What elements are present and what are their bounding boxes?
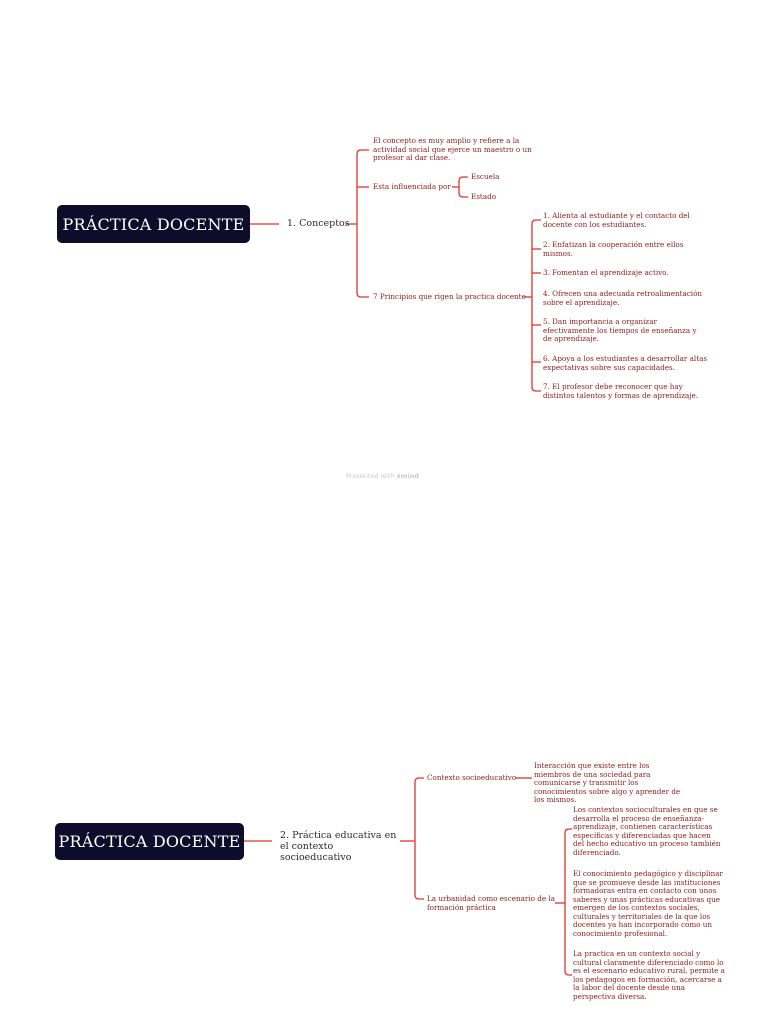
influence-topic[interactable]: Esta influenciada por xyxy=(373,182,451,191)
watermark xyxy=(346,472,419,480)
influence-item-estado[interactable]: Estado xyxy=(471,192,497,201)
principle-item-3[interactable]: 3. Fomentan el aprendizaje activo. xyxy=(543,268,669,277)
urbanity-topic[interactable]: La urbanidad como escenario de la formación práctica xyxy=(427,894,555,912)
principle-item-2[interactable]: 2. Enfatizan la cooperación entre ellos mismos. xyxy=(543,240,684,258)
watermark-brand: xmind xyxy=(396,472,419,480)
root-topic[interactable]: PRÁCTICA DOCENTE xyxy=(57,205,250,243)
main-topic-conceptos[interactable]: 1. Conceptos xyxy=(287,218,350,229)
concept-definition[interactable]: El concepto es muy amplio y refiere a la actividad social que ejerce un maestro o un profesor al dar clase. xyxy=(373,136,532,162)
context-definition[interactable]: Interacción que existe entre los miembros de una sociedad para comunicarse y transmitir los conocimientos sobre algo y aprender de los mismos. xyxy=(534,761,681,804)
principle-item-4[interactable]: 4. Ofrecen una adecuada retroalimentación sobre el aprendizaje. xyxy=(543,289,703,307)
urbanity-item-1[interactable]: Los contextos socioculturales en que se desarrolla el proceso de enseñanza-aprendizaje, contienen características específicas y diferenciadas que hacen del hecho educativo un proceso también diferenciado. xyxy=(573,805,721,857)
principle-item-1[interactable]: 1. Alienta al estudiante y el contacto del docente con los estudiantes. xyxy=(543,211,690,229)
urbanity-item-2[interactable]: El conocimiento pedagógico y disciplinar que se promueve desde las instituciones formadoras entra en contacto con unos saberes y unas prácticas educativas que emergen de los contextos sociales, culturales y territoriales de la que los docentes ya han incorporado como un conocimiento profesional. xyxy=(573,869,723,938)
main-topic-practica-educativa[interactable]: 2. Práctica educativa en el contexto socioeducativo xyxy=(280,830,397,863)
influence-item-escuela[interactable]: Escuela xyxy=(471,172,500,181)
urbanity-item-3[interactable]: La practica en un contexto social y cultural claramente diferenciado como lo es el escenario educativo rural, permite a los pedagogos en formación, acercarse a la labor del docente desde una perspectiva diversa. xyxy=(573,949,725,1001)
watermark-prefix: Presented with xyxy=(346,472,395,480)
principle-item-7[interactable]: 7. El profesor debe reconocer que hay distintos talentos y formas de aprendizaje. xyxy=(543,382,699,400)
context-topic[interactable]: Contexto socioeducativo xyxy=(427,773,517,782)
root-topic-2[interactable]: PRÁCTICA DOCENTE xyxy=(55,823,244,860)
principle-item-6[interactable]: 6. Apoya a los estudiantes a desarrollar altas expectativas sobre sus capacidades. xyxy=(543,354,708,372)
principles-topic[interactable]: 7 Principios que rigen la practica docente xyxy=(373,292,526,301)
principle-item-5[interactable]: 5. Dan importancia a organizar efectivamente los tiempos de enseñanza y de aprendizaje. xyxy=(543,317,697,343)
